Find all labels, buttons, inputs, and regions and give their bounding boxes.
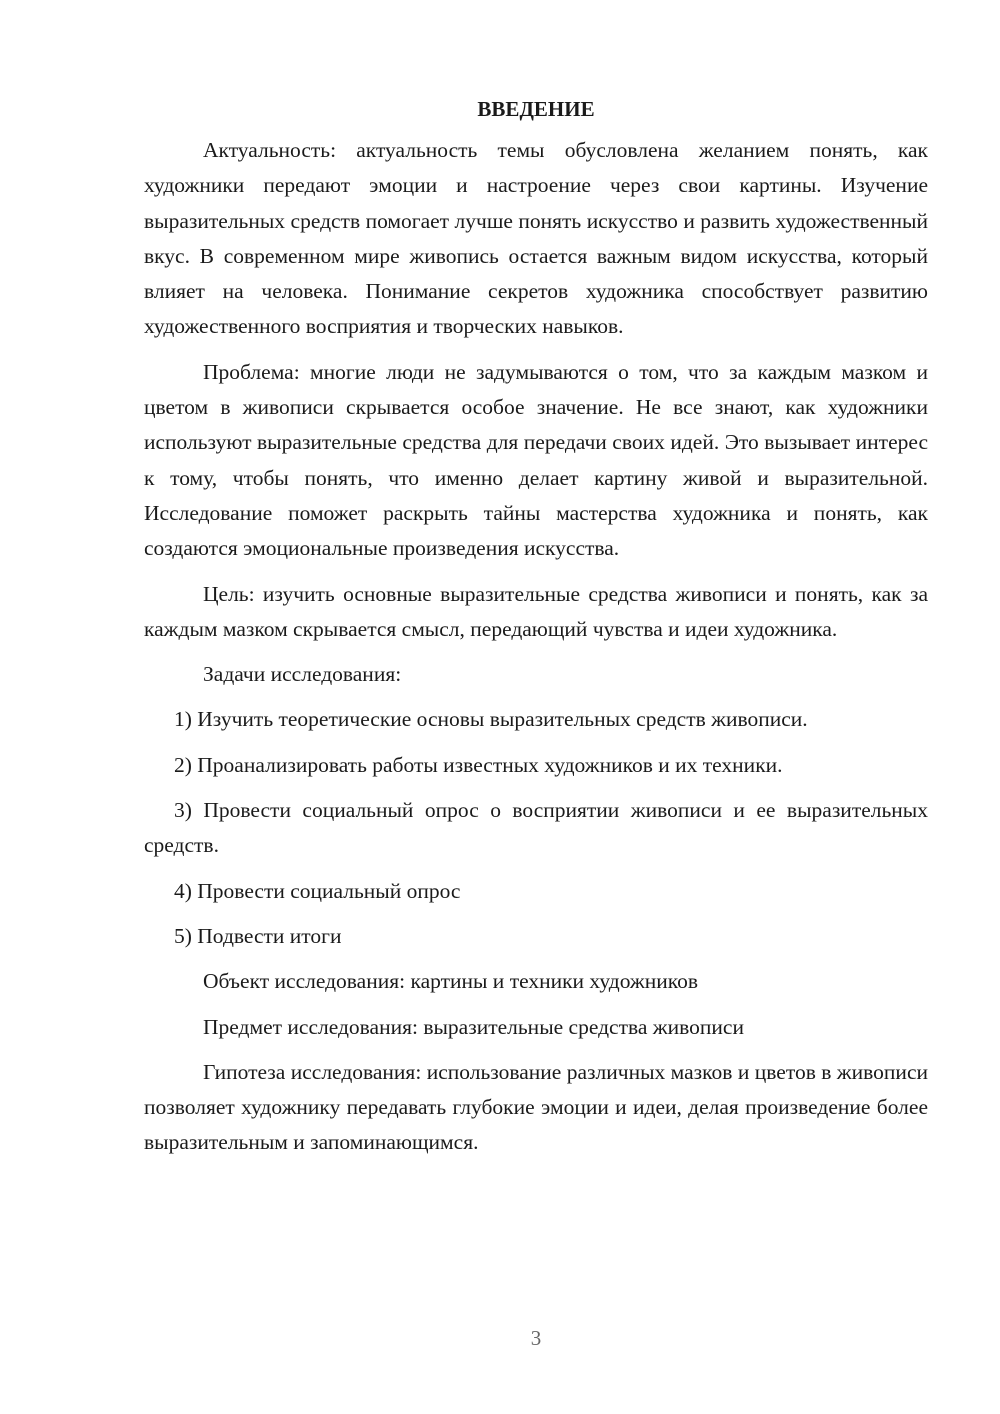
problem-paragraph: Проблема: многие люди не задумываются о том, что за каждым мазком и цветом в живописи скрывается особое значение. Не все знают, как художники используют выразительные средства для передачи своих идей. Это вызывает интерес к тому, чтобы понять, что именно делает картину живой и выразительной. Исследование поможет раскрыть тайны мастерства художника и понять, как создаются эмоциональные произведения искусства.: [144, 359, 928, 561]
research-hypothesis: Гипотеза исследования: использование различных мазков и цветов в живописи позволяет художнику передавать глубокие эмоции и идеи, делая произведение более выразительным и запоминающимся.: [144, 1059, 928, 1155]
page-number: 3: [530, 1326, 542, 1350]
research-subject: Предмет исследования: выразительные средства живописи: [203, 1014, 744, 1039]
research-object: Объект исследования: картины и техники художников: [203, 969, 699, 994]
task-item-3: 3) Провести социальный опрос о восприятии живописи и ее выразительных средств.: [144, 798, 928, 858]
tasks-heading: Задачи исследования:: [203, 662, 402, 687]
task-item-5: 5) Подвести итоги: [174, 923, 342, 948]
task-item-2: 2) Проанализировать работы известных художников и их техники.: [174, 752, 783, 777]
relevance-paragraph: Актуальность: актуальность темы обусловлена желанием понять, как художники передают эмоции и настроение через свои картины. Изучение выразительных средств помогает лучше понять искусство и развить художественный вкус. В современном мире живопись остается важным видом искусства, который влияет на человека. Понимание секретов художника способствует развитию художественного восприятия и творческих навыков.: [144, 138, 928, 339]
document-page: [144, 92, 928, 1171]
task-item-1: 1) Изучить теоретические основы выразительных средств живописи.: [174, 707, 808, 732]
goal-paragraph: Цель: изучить основные выразительные средства живописи и понять, как за каждым мазком скрывается смысл, передающий чувства и идеи художника.: [144, 581, 928, 641]
task-item-4: 4) Провести социальный опрос: [174, 878, 461, 903]
page-title: ВВЕДЕНИЕ: [477, 97, 595, 121]
